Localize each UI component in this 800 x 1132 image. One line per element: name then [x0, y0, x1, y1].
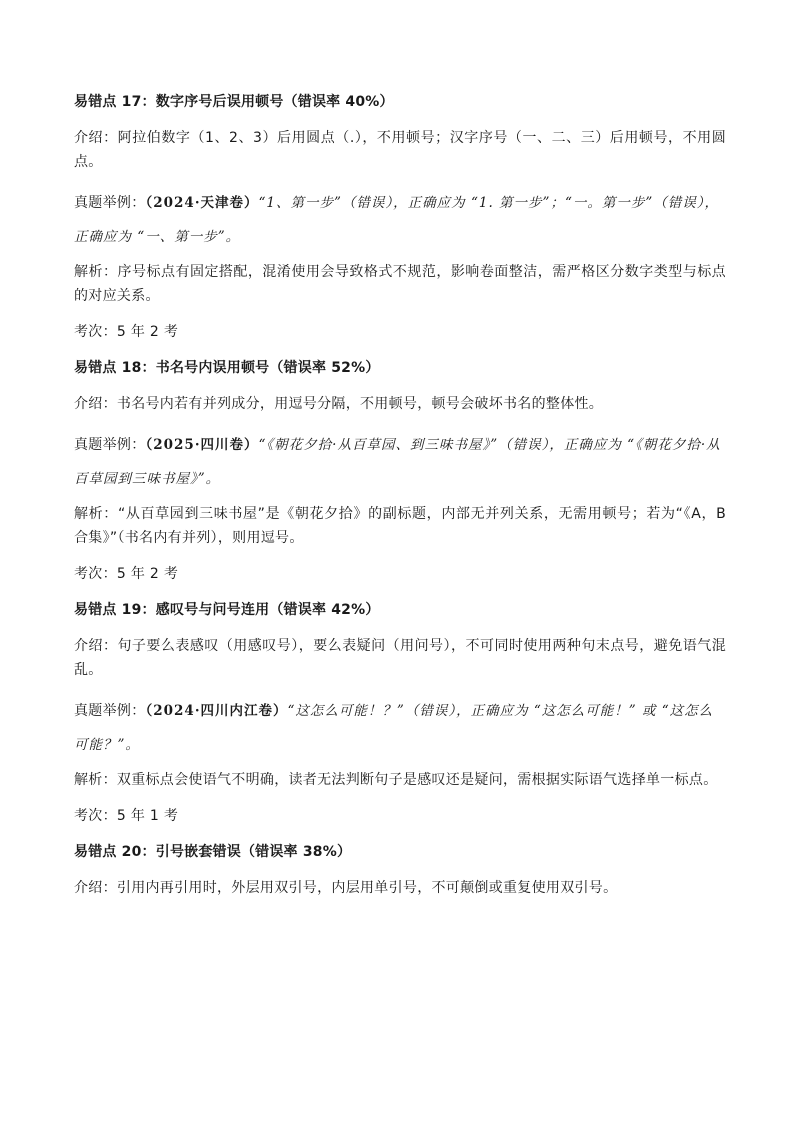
frequency-text: 考次：5 年 2 考 [74, 324, 179, 340]
analysis-text: “从百草园到三味书屋”是《朝花夕拾》的副标题，内部无并列关系，无需用顿号；若为“《A，B 合集》”（书名内有并列），则用逗号。 [74, 506, 727, 546]
error-point-19 [74, 598, 726, 828]
error-point-18 [74, 356, 726, 586]
section-title: 易错点 20：引号嵌套错误（错误率 38%） [74, 844, 352, 860]
frequency-text: 考次：5 年 2 考 [74, 566, 179, 582]
intro-label: 介绍： [74, 130, 118, 146]
example-paragraph [74, 428, 726, 496]
example-label: 真题举例： [74, 703, 146, 719]
example-label: 真题举例： [74, 195, 146, 211]
example-paragraph [74, 186, 726, 254]
analysis-label: 解析： [74, 772, 117, 788]
intro-text: 句子要么表感叹（用感叹号），要么表疑问（用问号），不可同时使用两种句末点号，避免语气混乱。 [74, 638, 726, 678]
example-source: （2024·四川内江卷） [145, 703, 288, 719]
section-title: 易错点 19：感叹号与问号连用（错误率 42%） [74, 602, 380, 618]
section-title: 易错点 17：数字序号后误用顿号（错误率 40%） [74, 94, 394, 110]
frequency-text: 考次：5 年 1 考 [74, 808, 179, 824]
intro-label: 介绍： [74, 880, 117, 896]
intro-paragraph [74, 392, 726, 416]
intro-label: 介绍： [74, 638, 118, 654]
example-text: “这怎么可能！？”（错误），正确应为 “这怎么可能！” 或 “这怎么可能？”。 [74, 703, 714, 753]
example-text: “《朝花夕拾·从百草园、到三味书屋》”（错误），正确应为 “《朝花夕拾·从百草园到三味书屋》”。 [74, 437, 721, 487]
section-title: 易错点 18：书名号内误用顿号（错误率 52%） [74, 360, 380, 376]
intro-text: 书名号内若有并列成分，用逗号分隔，不用顿号，顿号会破坏书名的整体性。 [116, 396, 604, 412]
analysis-label: 解析： [74, 506, 118, 522]
error-point-20 [74, 840, 726, 900]
intro-label: 介绍： [74, 396, 117, 412]
intro-paragraph [74, 876, 726, 900]
analysis-label: 解析： [74, 264, 118, 280]
example-paragraph [74, 694, 726, 762]
example-label: 真题举例： [74, 437, 146, 453]
analysis-text: 双重标点会使语气不明确，读者无法判断句子是感叹还是疑问，需根据实际语气选择单一标点。 [116, 772, 718, 788]
analysis-paragraph [74, 768, 726, 792]
example-source: （2024·天津卷） [145, 195, 259, 211]
example-text: “1、第一步”（错误），正确应为 “1. 第一步”；“一。第一步”（错误），正确应为 “一、第一步”。 [74, 195, 719, 245]
intro-paragraph [74, 126, 726, 174]
intro-text: 引用内再引用时，外层用双引号，内层用单引号，不可颠倒或重复使用双引号。 [116, 880, 618, 896]
intro-text: 阿拉伯数字（1、2、3）后用圆点（.），不用顿号；汉字序号（一、二、三）后用顿号，不用圆点。 [74, 130, 726, 170]
error-point-17 [74, 90, 726, 344]
analysis-paragraph [74, 260, 726, 308]
analysis-paragraph [74, 502, 726, 550]
example-source: （2025·四川卷） [145, 437, 259, 453]
intro-paragraph [74, 634, 726, 682]
analysis-text: 序号标点有固定搭配，混淆使用会导致格式不规范，影响卷面整洁，需严格区分数字类型与标点的对应关系。 [74, 264, 726, 304]
